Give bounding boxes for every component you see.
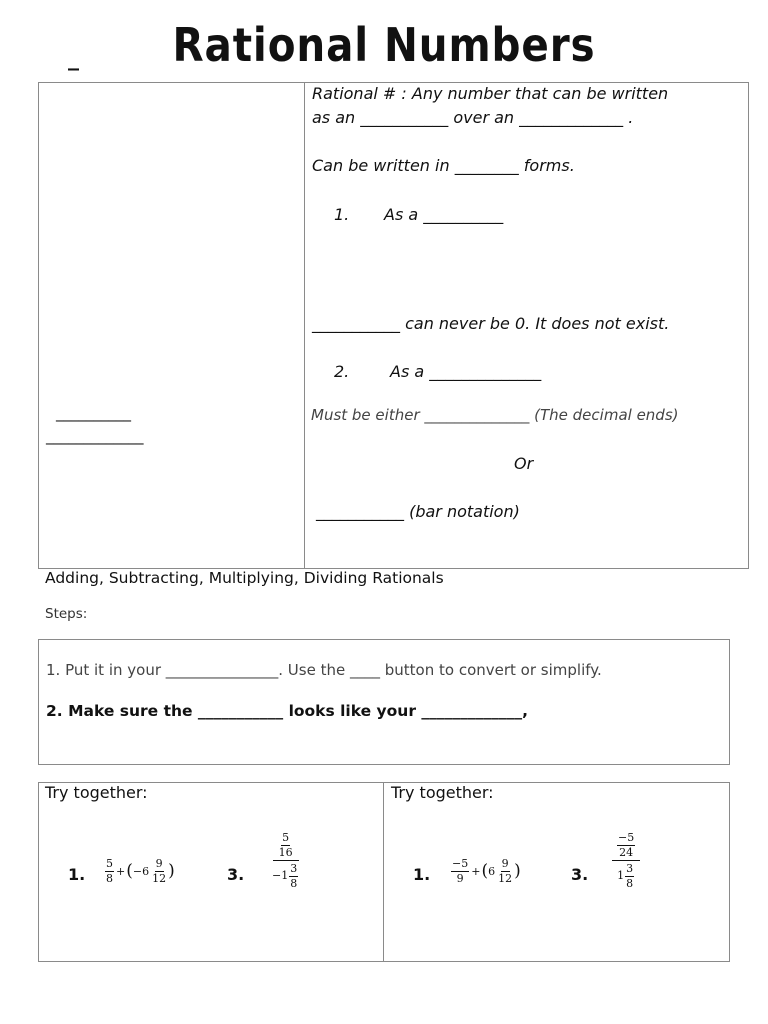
must-be-line: Must be either ______________ (The decimal ends) bbox=[311, 406, 679, 424]
step-2: 2. Make sure the ___________ looks like your _____________, bbox=[46, 702, 528, 720]
fraction: $\frac{5}{8}$ bbox=[106, 857, 113, 885]
problem-3-number-right: 3. bbox=[571, 865, 589, 884]
item-1-number: 1. bbox=[334, 205, 350, 224]
problem-1-number-left: 1. bbox=[68, 865, 86, 884]
fraction: $\frac{3}{8}$ bbox=[626, 862, 634, 890]
fraction: $\frac{3}{8}$ bbox=[290, 862, 298, 890]
item-2-text: As a ______________ bbox=[390, 362, 542, 381]
or-label: Or bbox=[514, 454, 534, 473]
try-together-label-right: Try together: bbox=[391, 783, 494, 802]
fraction: $\frac{-5}{9}$ bbox=[452, 857, 469, 885]
definition-line-2: as an ___________ over an _____________ . bbox=[312, 108, 634, 127]
left-blank-2: _____________ bbox=[46, 427, 144, 445]
practice-divider bbox=[383, 782, 384, 962]
steps-label: Steps: bbox=[45, 606, 88, 622]
problem-3-number-left: 3. bbox=[227, 865, 245, 884]
fraction: $\frac{9}{12}$ bbox=[152, 857, 167, 885]
problem-1-number-right: 1. bbox=[413, 865, 431, 884]
definition-line-1: Rational # : Any number that can be written bbox=[312, 84, 669, 103]
fraction: $\frac{9}{12}$ bbox=[498, 857, 513, 885]
problem-3-expression-left: $\frac{5}{16}$ −1 $\frac{3}{8}$ bbox=[272, 831, 298, 890]
notes-divider bbox=[304, 82, 305, 569]
section-heading: Adding, Subtracting, Multiplying, Dividing Rationals bbox=[45, 569, 444, 587]
never-zero-line: ___________ can never be 0. It does not exist. bbox=[312, 314, 670, 333]
try-together-label-left: Try together: bbox=[45, 783, 148, 802]
item-1-text: As a __________ bbox=[384, 205, 504, 224]
left-blank-1: __________ bbox=[56, 404, 131, 422]
problem-3-expression-right: $\frac{-5}{24}$ 1 $\frac{3}{8}$ bbox=[612, 832, 640, 889]
page-title: Rational Numbers bbox=[172, 18, 596, 72]
bar-notation-line: ___________ (bar notation) bbox=[316, 502, 520, 521]
step-1: 1. Put it in your _______________. Use the ____ button to convert or simplify. bbox=[46, 661, 602, 679]
fraction: $\frac{-5}{24}$ bbox=[618, 831, 635, 859]
problem-1-expression-right: $\frac{-5}{9}$ + ( 6 $\frac{9}{12}$ ) bbox=[452, 857, 521, 885]
forms-line: Can be written in ________ forms. bbox=[312, 156, 575, 175]
fraction: $\frac{5}{16}$ bbox=[278, 831, 293, 859]
item-2-number: 2. bbox=[334, 362, 350, 381]
problem-1-expression-left: $\frac{5}{8}$ + ( −6 $\frac{9}{12}$ ) bbox=[106, 857, 175, 885]
name-blank: _ bbox=[68, 46, 79, 71]
